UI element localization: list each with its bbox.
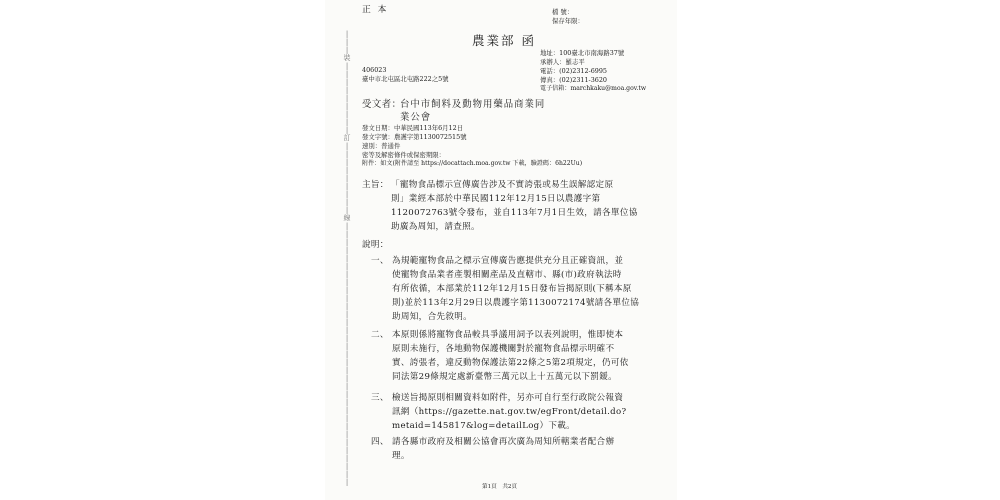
delivery-speed: 速別：普通件 (362, 142, 401, 150)
explanation-line: 有所依循，本部業於112年12月15日發布旨揭原則(下稱本原 (392, 284, 632, 294)
retention-period-label: 保存年限： (552, 17, 584, 25)
sender-fax: 傳真：(02)2311-3620 (540, 76, 607, 84)
contact-person: 承辦人：羅志平 (540, 58, 585, 66)
recipient-postal-code: 406023 (362, 66, 387, 74)
file-number-label: 檔 號： (552, 8, 574, 16)
explanation-line: 同法第29條規定處新臺幣三萬元以上十五萬元以下罰鍰。 (392, 372, 617, 382)
explanation-line: 使寵物食品業者產製相關產品及直轄市、縣(市)政府執法時 (392, 270, 622, 280)
subject-line: 1120072763號令發布，並自113年7月1日生效，請各單位協 (391, 208, 638, 218)
explanation-line: 訊網（https://gazette.nat.gov.tw/egFront/detail.do? (392, 407, 627, 417)
sender-address: 地址：100臺北市南海路37號 (540, 49, 625, 57)
explanation-label: 說明： (362, 240, 389, 250)
binding-line-mark: | | | 裝 | | | | | | | | | 訂 | | | | | | | | | 線 | | | | | | | | | | | | | | | | | | | | | | | | | | | | | | | | | (343, 30, 351, 486)
subject-line: 則」業經本部於中華民國112年12月15日以農護字第 (391, 194, 601, 204)
subject-line: 「寵物食品標示宣傳廣告涉及不實誇張或易生誤解認定原 (391, 180, 614, 190)
explanation-line: 理。 (392, 451, 410, 461)
explanation-line: 實、誇張者，違反動物保護法第22條之5第2項規定，仍可依 (392, 358, 629, 368)
explanation-line: 本原則係將寵物食品較具爭議用詞予以表列說明，惟即使本 (392, 330, 624, 340)
explanation-line: 則)並於113年2月29日以農護字第1130072174號請各單位協 (392, 298, 640, 308)
explanation-line: 原則未施行，各地動物保護機關對於寵物食品標示明確不 (392, 344, 615, 354)
sender-email: 電子信箱：marchkaku@moa.gov.tw (540, 85, 647, 92)
attachment-note: 附件：如文(附件請至 https://docattach.moa.gov.tw 下載，驗證碼：6h22Uu) (362, 160, 583, 167)
subject-line: 助廣為周知，請查照。 (391, 222, 480, 232)
subject-label: 主旨： (362, 180, 389, 190)
item-number: 一、 (371, 256, 389, 266)
copy-label: 正 本 (362, 5, 389, 15)
explanation-line: 檢送旨揭原則相關資料如附件，另亦可自行至行政院公報資 (392, 393, 624, 403)
secrecy-level: 密等及解密條件或保密期限： (362, 151, 446, 159)
dispatch-number: 發文字號：農護字第1130072515號 (362, 133, 467, 141)
item-number: 二、 (371, 330, 389, 340)
sender-phone: 電話：(02)2312-6995 (540, 67, 607, 75)
addressee-name-line1: 台中市飼料及動物用藥品商業同 (400, 99, 546, 110)
addressee-label: 受文者： (362, 99, 402, 110)
dispatch-date: 發文日期：中華民國113年6月12日 (362, 124, 464, 132)
explanation-line: 助周知，合先敘明。 (392, 312, 473, 322)
item-number: 四、 (371, 437, 389, 447)
recipient-address: 臺中市北屯區北屯路222之5號 (362, 75, 449, 83)
explanation-line: metaid=145817&log=detailLog）下載。 (392, 421, 576, 431)
item-number: 三、 (371, 393, 389, 403)
explanation-line: 為規範寵物食品之標示宣傳廣告應提供充分且正確資訊，並 (392, 256, 624, 266)
explanation-line: 請各縣市政府及相關公協會再次廣為周知所轄業者配合辦 (392, 437, 615, 447)
page-number: 第1頁 共2頁 (482, 484, 518, 490)
addressee-name-line2: 業公會 (400, 112, 432, 123)
document-title: 農業部 函 (472, 33, 536, 48)
